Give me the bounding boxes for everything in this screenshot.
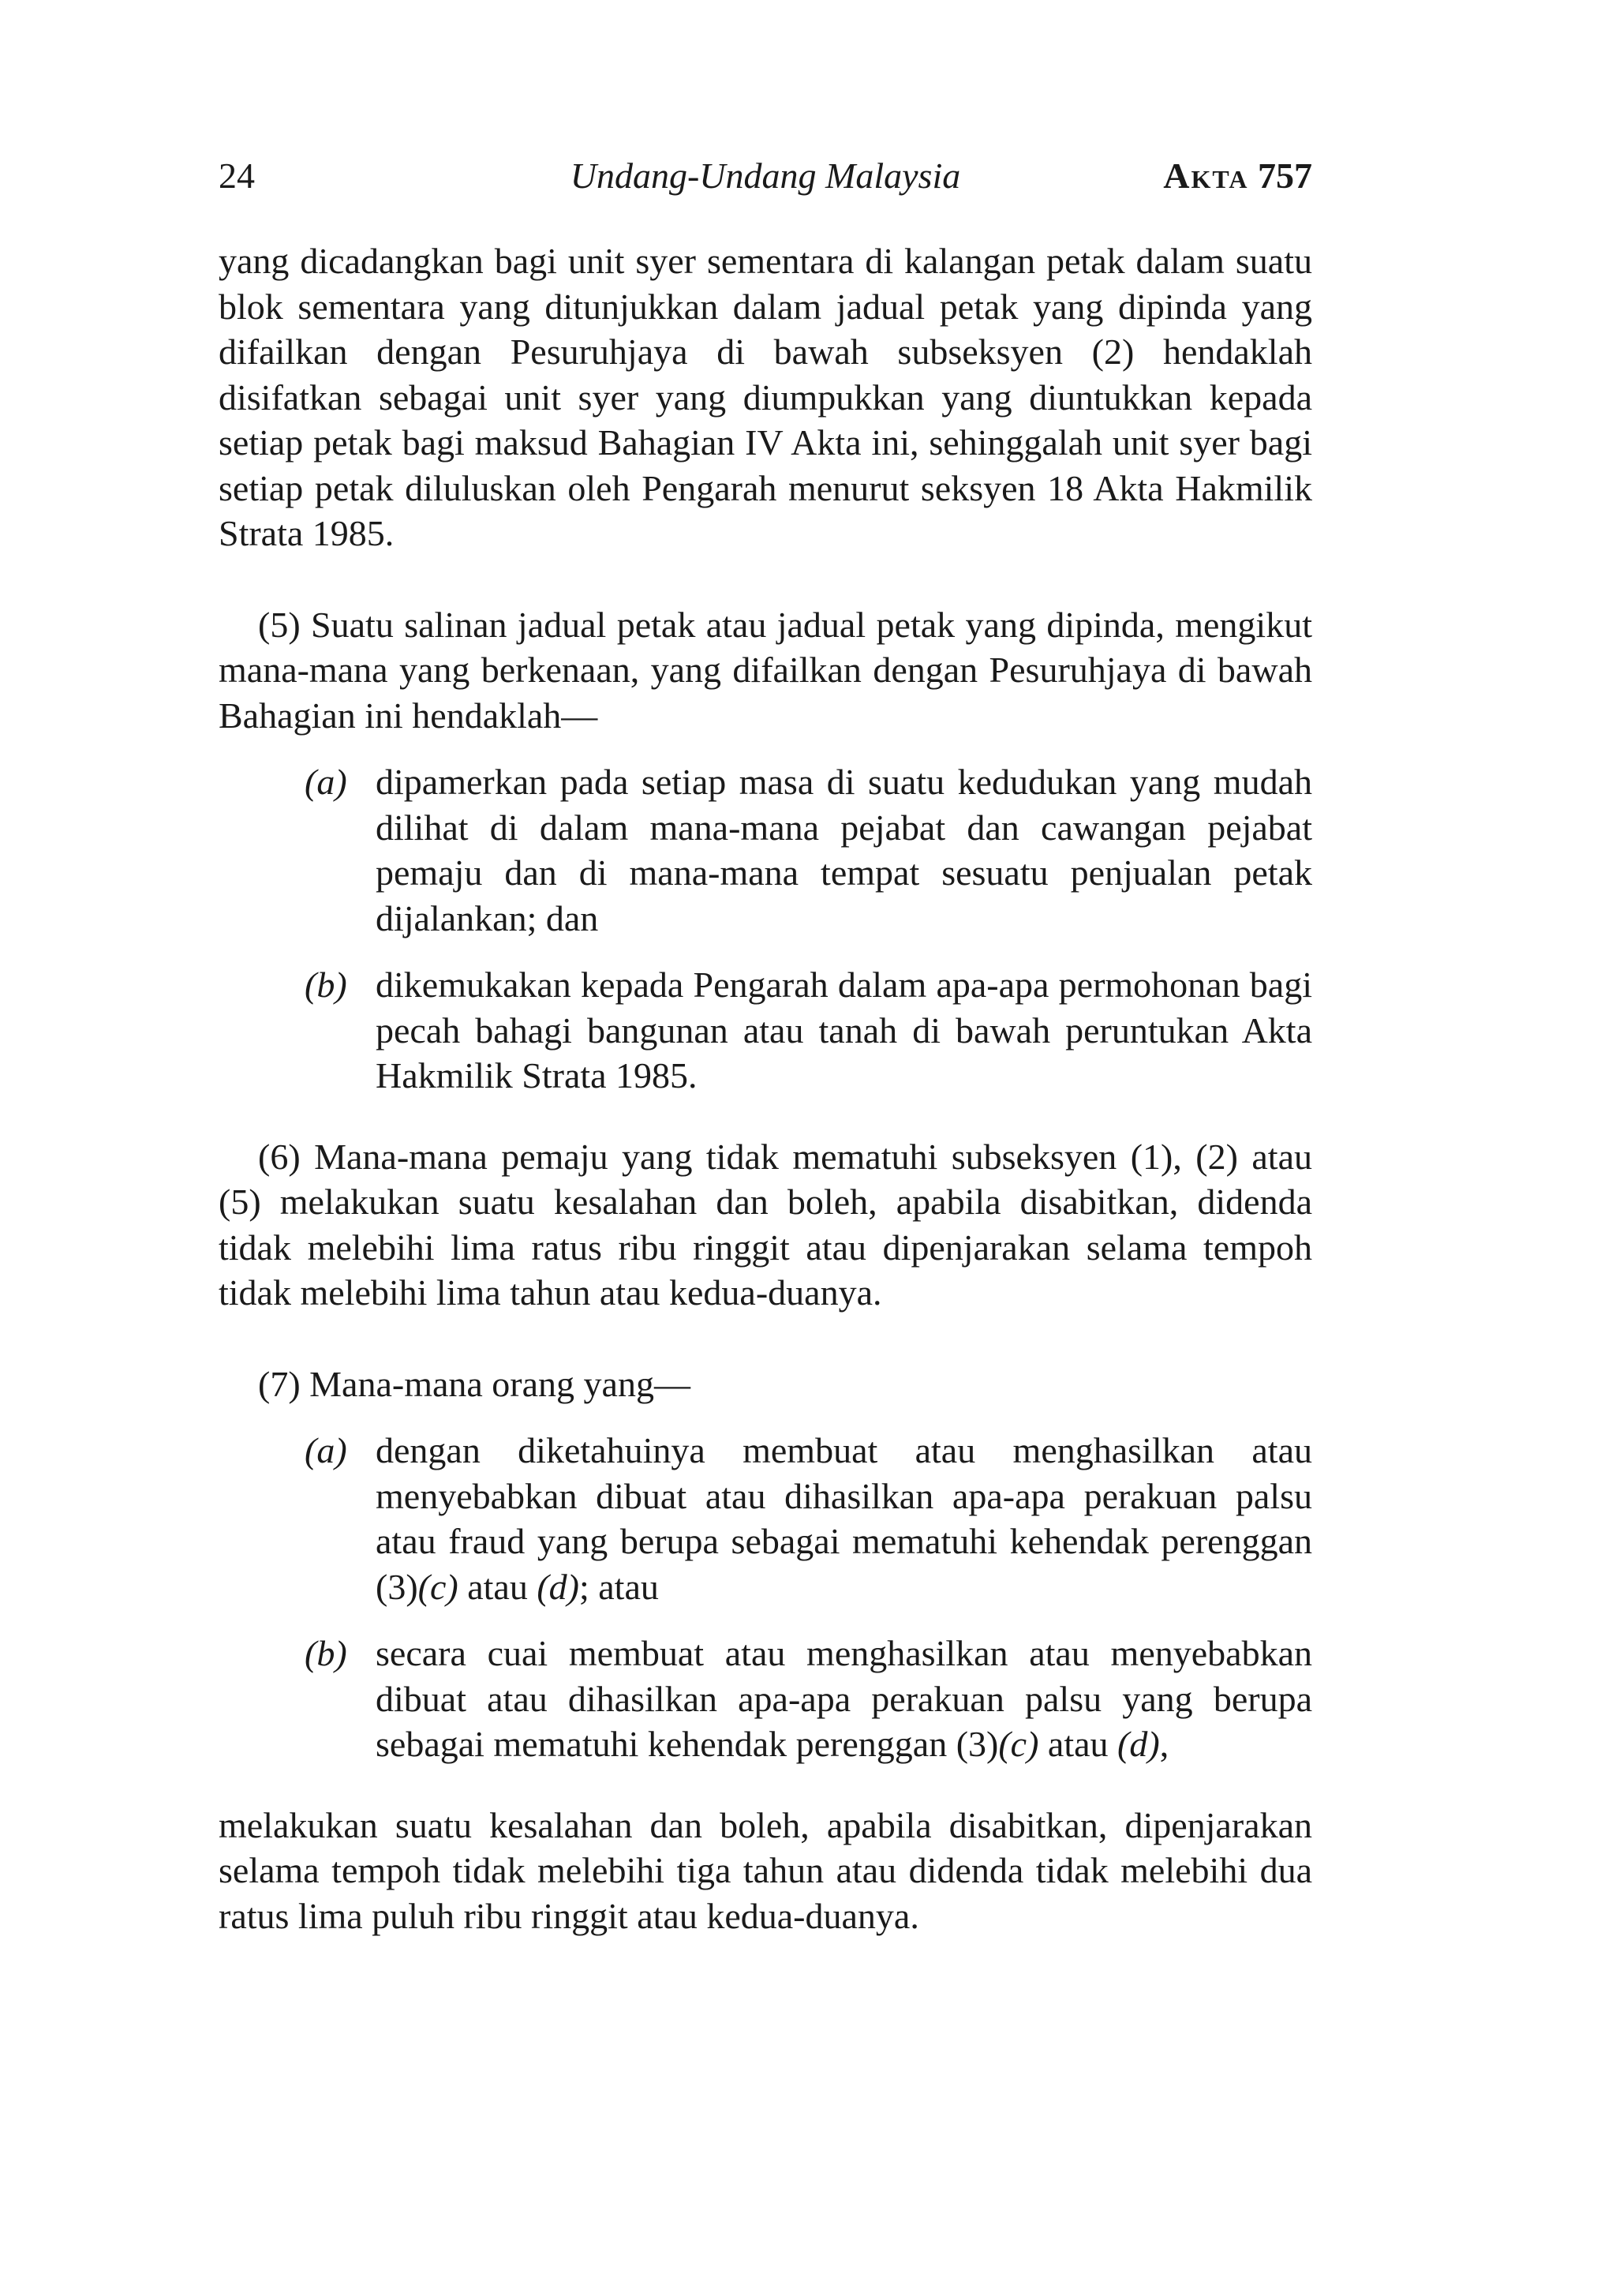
- paragraph-ref: (d): [537, 1566, 579, 1607]
- paragraph-text-end: ,: [1159, 1724, 1169, 1764]
- paragraph-text-conj: atau: [458, 1566, 537, 1607]
- paragraph-text: dikemukakan kepada Pengarah dalam apa-apa permohonan bagi pecah bahagi bangunan atau tanah di bawah peruntukan Akta Hakmilik Strata 1985.: [376, 964, 1312, 1096]
- running-title: Undang-Undang Malaysia: [570, 155, 961, 196]
- continuation-paragraph: yang dicadangkan bagi unit syer sementara di kalangan petak dalam suatu blok sementara yang ditunjukkan dalam jadual petak yang dipinda yang difailkan dengan Pesuruhjaya di bawah subseksyen (2) hendaklah disifatkan sebagai unit syer yang diumpukkan yang diuntukkan kepada setiap petak bagi maksud Bahagian IV Akta ini, sehinggalah unit syer bagi setiap petak diluluskan oleh Pengarah menurut seksyen 18 Akta Hakmilik Strata 1985.: [219, 241, 1312, 553]
- act-label: [1163, 155, 1312, 197]
- subsection-7: (7) Mana-mana orang yang—: [258, 1363, 690, 1404]
- subsection-5-paragraph-b: [219, 962, 1312, 1099]
- page-header: [219, 155, 1312, 202]
- paragraph-ref: (c): [998, 1724, 1039, 1764]
- subsection-7-paragraph-b: [219, 1631, 1312, 1767]
- paragraph-text: [376, 1633, 1312, 1764]
- paragraph-text: dipamerkan pada setiap masa di suatu kedudukan yang mudah dilihat di dalam mana-mana pejabat dan cawangan pejabat pemaju dan di mana-mana tempat sesuatu penjualan petak dijalankan; dan: [376, 762, 1312, 938]
- paragraph-text-conj: atau: [1038, 1724, 1118, 1764]
- subsection-7-closing: melakukan suatu kesalahan dan boleh, apabila disabitkan, dipenjarakan selama tempoh tidak melebihi tiga tahun atau didenda tidak melebihi dua ratus lima puluh ribu ringgit atau kedua-duanya.: [219, 1804, 1312, 1936]
- paragraph-marker: (b): [305, 964, 347, 1005]
- paragraph-ref: (d): [1117, 1724, 1160, 1764]
- paragraph-ref: (c): [417, 1566, 458, 1607]
- paragraph-marker: (b): [305, 1633, 347, 1673]
- act-number: 757: [1258, 155, 1312, 196]
- paragraph-text: [376, 1430, 1312, 1607]
- document-body: [219, 238, 1312, 1984]
- paragraph-text-end: ; atau: [578, 1566, 659, 1607]
- act-word: Akta: [1163, 155, 1249, 196]
- paragraph-text-main: dengan diketahuinya membuat atau menghasilkan atau menyebabkan dibuat atau dihasilkan apa-apa perakuan palsu atau fraud yang berupa sebagai mematuhi kehendak perenggan (3): [376, 1430, 1312, 1607]
- subsection-7-paragraph-a: [219, 1428, 1312, 1609]
- subsection-5: (5) Suatu salinan jadual petak atau jadual petak yang dipinda, mengikut mana-mana yang berkenaan, yang difailkan dengan Pesuruhjaya di bawah Bahagian ini hendaklah—: [219, 604, 1312, 736]
- paragraph-marker: (a): [305, 1430, 347, 1470]
- subsection-5-paragraph-a: [219, 759, 1312, 941]
- page-number: 24: [219, 155, 255, 196]
- paragraph-marker: (a): [305, 762, 347, 802]
- subsection-6: (6) Mana-mana pemaju yang tidak mematuhi subseksyen (1), (2) atau (5) melakukan suatu kesalahan dan boleh, apabila disabitkan, didenda tidak melebihi lima ratus ribu ringgit atau dipenjarakan selama tempoh tidak melebihi lima tahun atau kedua-duanya.: [219, 1136, 1312, 1313]
- paragraph-text-main: secara cuai membuat atau menghasilkan atau menyebabkan dibuat atau dihasilkan apa-apa perakuan palsu yang berupa sebagai mematuhi kehendak perenggan (3): [376, 1633, 1312, 1764]
